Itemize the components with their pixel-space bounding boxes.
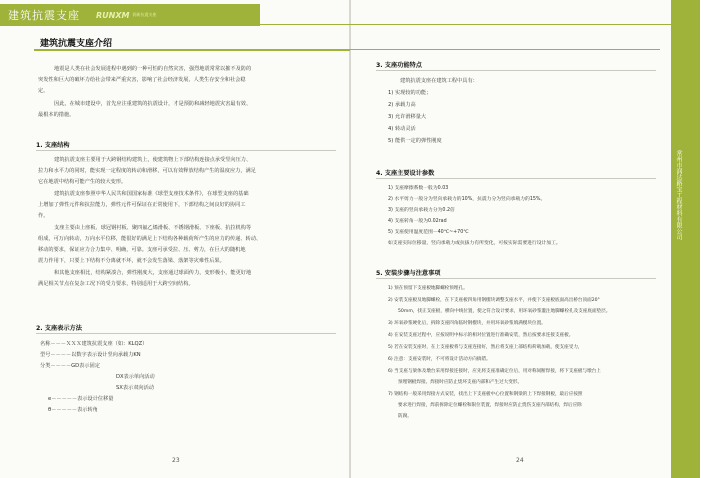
section-3-item: 3) 允许滑移量大	[388, 114, 427, 120]
section-4-line: 1) 支座摩擦系数一般为0.03	[388, 186, 449, 191]
section-4-rule	[376, 178, 656, 179]
section-1-line: 建筑抗震支座主要用于大跨钢结构建筑上，使建筑物上下部结构连接点承受竖向压力、	[54, 157, 252, 163]
header-title: 建筑抗震支座	[8, 9, 80, 22]
section-5-rule	[376, 278, 656, 279]
section-5-line: 5) 若在安装支座时，在上支座板将与支座连接好，然后将支座上部结构荷载加载，使支座受力，	[388, 345, 583, 350]
page-number-right: 24	[516, 457, 524, 464]
section-3-lead: 建筑抗震支座在建筑工程中具有：	[400, 78, 478, 84]
brand-logo	[96, 8, 156, 22]
header-rule	[260, 24, 700, 25]
section-5-title: 5. 安装步骤与注意事项	[376, 270, 441, 277]
section-2-line: θ－－－－－表示转角	[48, 407, 98, 413]
section-4-line: 3) 支座的竖向承载力分为0.2倍	[388, 208, 455, 213]
section-3-rule	[376, 70, 656, 71]
intro-line: 定。	[38, 88, 49, 94]
section-1-line: 满足相关节点在复杂工况下的受力要求，特别适用于大跨空间结构。	[38, 281, 194, 287]
section-5-line: 50mm，找正支座板，横向中线位置，使之符合设计要求，用环氧砂浆灌注地脚螺栓孔及支座底面垫层。	[398, 309, 611, 314]
section-5-line: 6) 注意：支座安装时，不可将设计活动方向搞错。	[388, 357, 491, 362]
section-4-line: 5) 支座使用温度范围－40℃~+70℃	[388, 230, 469, 235]
section-2-rule	[36, 333, 336, 334]
company-name-en: Changzhou City RunDaLubao Engineering Materials Co., Ltd.	[705, 70, 712, 299]
section-3-title: 3. 支座功能特点	[376, 62, 422, 69]
page-number-left: 23	[172, 457, 180, 464]
section-1-line: 组成，可万向转动，万向水平位移，能很好的满足上下结构各种载荷所产生的应力的传递、转动、	[38, 236, 262, 242]
intro-line: 地震是人类在社会发展进程中遇到的一种可怕的自然灾害，强烈地震常常以摧不及防的	[54, 66, 252, 72]
section-1-title: 1. 支座结构	[36, 142, 70, 149]
section-1-line: 建筑抗震支座参照中华人民共和国国家标准《球型支座技术条件》，在球型支座的基础	[54, 191, 249, 197]
section-1-line: 和其他支座相比，结构紧凑合，弹性刚度大，支座通过球面传力，变形极小，能更好地	[54, 270, 252, 276]
spine-divider	[349, 0, 351, 478]
section-2-line: DX表示单向活动	[116, 374, 155, 380]
section-5-line: 要求进行焊接，焊前拆除定位螺栓和限位装置，焊接时应防止烧伤支座内部结构，焊后应除	[398, 403, 582, 408]
section-3-item: 1) 实现较的功能；	[388, 90, 432, 96]
section-5-line: 6) 当支座与梁体及墩台采用焊接连接时，应先将支座准确定位后，用对称间断焊接，将下支座板与墩台上	[388, 369, 601, 374]
intro-line: 最根本的措施。	[38, 112, 75, 118]
section-2-line: 名称－－－ＸＸＸ建筑抗震支座（如：KLQZ）	[40, 341, 148, 347]
section-1-line: 移动的要求，保证应力合力集中、明确，可靠。支座可承受拉、压、剪力，在巨大的随机地	[38, 247, 246, 253]
section-2-line: 型号－－－－以数字表示设计竖向承载力KN	[40, 352, 141, 358]
section-2-line: SX表示双向活动	[116, 385, 154, 391]
company-name-cn: 常州市润达路宝工程材料有限公司	[675, 150, 682, 240]
page-title: 建筑抗震支座介绍	[40, 39, 113, 49]
section-5-line: 4) 在安装支座过程中，应按说明中标示的相对位置进行准确安装，然后按要求连接支座板。	[388, 333, 574, 338]
title-rule-right	[350, 49, 660, 50]
section-1-line: 震力作用下，只要上下结构不分离就不坏，就不会发生落梁、落架等灾难性后果。	[38, 258, 225, 264]
section-2-title: 2. 支座表示方法	[36, 325, 82, 332]
intro-line: 突发性和巨大的破坏力给社会带来严重灾害，影响了社会经济发展、人类生存安全和社会稳	[38, 77, 246, 83]
section-3-item: 2) 承载力高	[388, 102, 416, 108]
logo-mark: RUNXM	[96, 10, 130, 20]
section-3-item: 5) 能供一定的弹性刚度	[388, 138, 442, 144]
section-4-title: 4. 支座主要设计参数	[376, 170, 435, 177]
section-3-item: 4) 转动灵活	[388, 126, 416, 132]
section-2-line: e－－－－－表示设计位移量	[48, 396, 114, 402]
section-1-rule	[36, 150, 336, 151]
section-5-line: 防腐。	[398, 414, 412, 419]
section-1-line: 支座主要由上座板、球冠钢衬板、聚四氟乙烯滑板、不锈钢滑板、下座板、抗拉机构等	[54, 225, 252, 231]
section-1-line: 作。	[38, 213, 49, 219]
section-5-line: 2) 安装支座板及地脚螺栓，在下支座板四角用钢楔块调整支座水平，并使下支座板底面高出桥台顶面20°	[388, 298, 600, 303]
section-1-line: 上增加了弹性元件和抗拉能力，弹性元件可保证在正常使用下，下部结构之间良好的协同工	[38, 202, 246, 208]
section-5-line: 3) 环氧砂浆硬化后，拆除支座四角临时钢楔块，并用环氧砂浆填满楔块位置。	[388, 321, 546, 326]
section-4-line: 2) 水平剪力一般分为竖向承载力的10%，抗震力分为竖向承载力的15%。	[388, 197, 546, 202]
section-1-line: 它在地震中结构可能产生的较大变形。	[38, 179, 127, 185]
section-5-line: 预埋钢板焊接。焊接时应防止烧坏支座内部和产生过大变形。	[398, 380, 523, 385]
title-rule	[34, 49, 350, 51]
section-4-line: 如支座实际位移量，竖向承载力或抗拔力有所变化，可按实际需要进行设计加工。	[388, 241, 561, 246]
section-4-line: 4) 支座转角一般为0.02rad	[388, 219, 447, 224]
section-5-line: 1) 预在预留下支座板地脚螺栓预埋孔。	[388, 286, 468, 291]
intro-line: 因此，在城市建设中，首先应注重建筑的抗震设计，才是预防和减轻地震灾害最有效、	[54, 101, 252, 107]
section-5-line: 7) 钢结构一般采用焊接方式安装，找出上下支座板中心位置和钢梁的上下焊接钢板，最后应按照	[388, 392, 583, 397]
logo-subtitle: 润新抗震支座	[132, 12, 157, 17]
section-1-line: 拉力和水平力的同时，能实现一定程度的转动和滑移，可以有效释放结构产生的温度应力，满足	[38, 168, 256, 174]
section-2-line: 分类－－－－GD表示固定	[40, 363, 100, 369]
